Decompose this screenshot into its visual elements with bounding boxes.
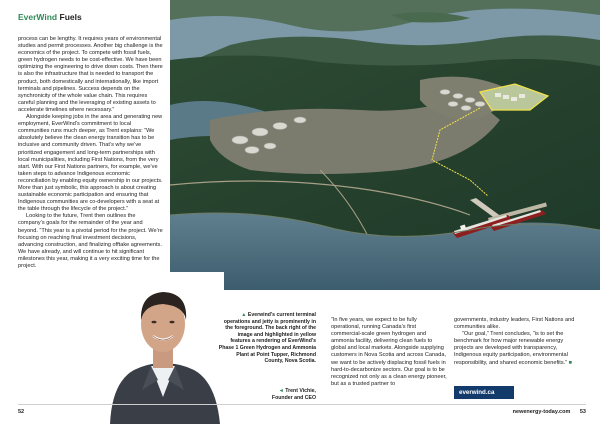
- footer-right: [513, 409, 586, 415]
- right-paragraph-1: governments, industry leaders, First Nations and communities alike.: [454, 317, 575, 331]
- left-paragraph-1: process can be lengthy. It requires years of environmental studies and permit processes. Another big challenge is the economics of the project. To compete with fossil fuels, green hydrogen needs to be cost-effective. We have been optimizing the engineering to drive down costs. Then there is also the infrastructure that is needed to transport the product, both domestically and internationally, like import terminals and pipelines. Success depends on the synchronicity of the whole value chain. This requires careful planning and the leveraging of existing assets to accelerate timelines where necessary.”: [18, 36, 163, 113]
- footer-site: newenergy-today.com: [512, 409, 571, 415]
- aerial-terminal-photo: [170, 0, 600, 290]
- caption-text: Everwind’s current terminal operations and jetty is prominently in the foreground. The back right of the image and highlighted in yellow features a rendering of EverWind’s Phase 1 Green Hydrogen and Ammonia Plant at Point Tupper, Richmond County, Nova Scotia.: [218, 312, 316, 365]
- middle-text-column: [331, 317, 447, 388]
- header-section: Fuels: [59, 12, 82, 22]
- person-title: Founder and CEO: [271, 394, 316, 401]
- photo-caption: [216, 312, 316, 365]
- left-text-column: [18, 36, 163, 270]
- middle-paragraph-1: “In five years, we expect to be fully operational, running Canada’s first commercial-scale green hydrogen and ammonia facility, delivering clean fuels to global and local markets. Alongside supplying customers in Nova Scotia and across Canada, we want to be actively displacing fossil fuels in hard-to-decarbonize sectors. Our goal is to be recognized not only as a clean energy pioneer, but as a trusted partner to: [331, 317, 447, 387]
- left-paragraph-2: Alongside keeping jobs in the area and generating new employment, EverWind’s commitment to local communities runs much deeper, as Trent explains: “We absolutely believe the clean energy transition has to be inclusive and community driven. That’s why we’ve prioritized engagement and long-term partnerships with local municipalities, including First Nations, from the very start. With our First Nations partners, for example, we’ve taken steps to advance Indigenous economic reconciliation by enabling equity ownership in our projects. More than just symbolic, this approach is about creating sustainable economic participation and ensuring that Indigenous communities are co-developers with a seat at the table through the lifecycle of the project.”: [18, 114, 163, 213]
- portrait-caption: [216, 388, 316, 401]
- person-name: Trent Vichie,: [285, 388, 316, 394]
- header-brand: EverWind: [18, 12, 58, 22]
- right-paragraph-2: [454, 331, 584, 366]
- caption-marker: ▲: [241, 312, 247, 318]
- page-number-right: 53: [579, 409, 586, 415]
- portrait-marker: ◄: [278, 388, 284, 394]
- page-header: [18, 12, 82, 22]
- portrait-photo: [102, 272, 224, 424]
- end-mark-icon: ■: [568, 359, 573, 366]
- page-number-left: 52: [18, 409, 25, 415]
- right-paragraph-2-text: “Our goal,” Trent concludes, “is to set the benchmark for how major renewable energy projects are developed with transparency, Indigenous equity participation, environmental responsibility, and shared economic benefits.”: [454, 331, 568, 366]
- left-paragraph-3: Looking to the future, Trent then outlines the company’s goals for the remainder of the year and beyond. “This year is a pivotal period for the project. We’re focusing on reaching final investment decisions, advancing construction, and finalizing offtake agreements. We have already, and will continue to hit significant milestones this year, making it a very exciting time for the project.: [18, 213, 163, 269]
- website-link[interactable]: everwind.ca: [454, 386, 514, 399]
- right-text-column: [454, 317, 584, 367]
- footer-divider: [18, 404, 586, 405]
